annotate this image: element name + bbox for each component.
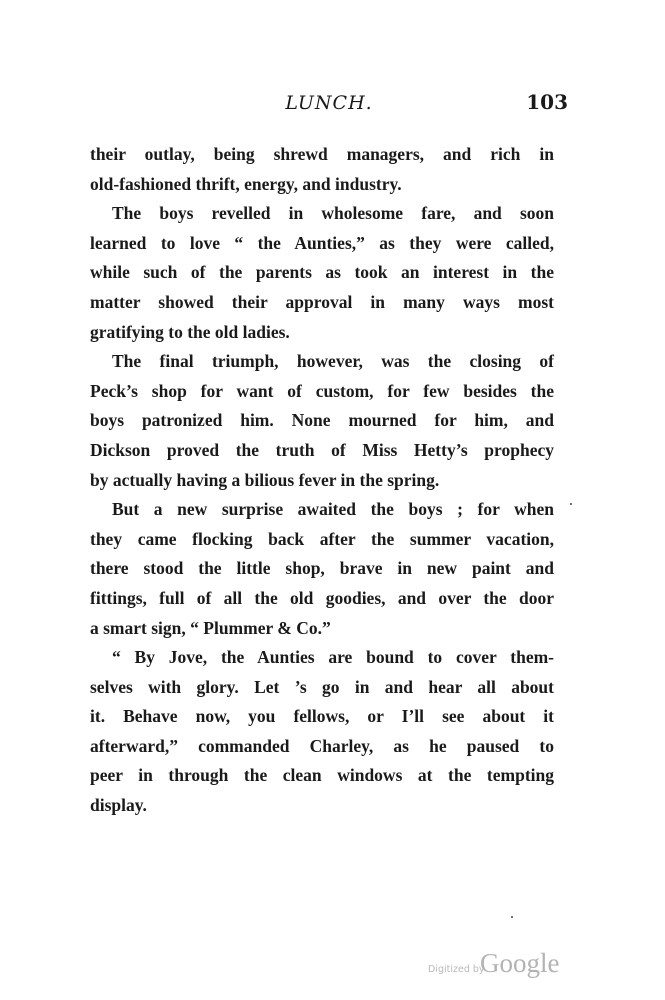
text-line: afterward,” commanded Charley, as he paused to xyxy=(90,735,554,756)
page-number: 103 xyxy=(526,90,568,114)
text-line: fittings, full of all the old goodies, and over the door xyxy=(90,587,554,608)
text-line: The boys revelled in wholesome fare, and soon xyxy=(112,203,554,224)
text-line: gratifying to the old ladies. xyxy=(90,321,290,342)
text-line: their outlay, being shrewd managers, and rich in xyxy=(90,144,554,164)
text-line: “ By Jove, the Aunties are bound to cover them- xyxy=(112,647,554,668)
digitized-label: Digitized by xyxy=(428,964,485,975)
text-line: But a new surprise awaited the boys ; for when xyxy=(112,499,554,520)
text-line: Peck’s shop for want of custom, for few besides the xyxy=(90,380,554,401)
ink-speck xyxy=(570,503,572,505)
text-line: display. xyxy=(90,795,147,816)
text-line: it. Behave now, you fellows, or I’ll see about it xyxy=(90,706,554,727)
text-line: selves with glory. Let ’s go in and hear all about xyxy=(90,676,554,697)
running-head xyxy=(90,88,568,118)
body-text xyxy=(90,140,554,821)
ink-speck xyxy=(511,916,513,918)
text-line: while such of the parents as took an interest in the xyxy=(90,262,554,283)
text-line: a smart sign, “ Plummer & Co.” xyxy=(90,617,331,638)
text-line: The final triumph, however, was the closing of xyxy=(112,351,554,372)
text-line: Dickson proved the truth of Miss Hetty’s prophecy xyxy=(90,439,554,460)
google-logo: Google xyxy=(480,948,560,978)
text-line: boys patronized him. None mourned for him, and xyxy=(90,410,554,431)
text-line: old-fashioned thrift, energy, and industry. xyxy=(90,173,402,194)
google-watermark xyxy=(428,950,568,982)
text-line: they came flocking back after the summer vacation, xyxy=(90,528,554,549)
text-line: matter showed their approval in many ways most xyxy=(90,291,554,312)
text-line: there stood the little shop, brave in new paint and xyxy=(90,558,554,579)
text-line: peer in through the clean windows at the tempting xyxy=(90,765,554,786)
text-line: by actually having a bilious fever in the spring. xyxy=(90,469,440,490)
text-line: learned to love “ the Aunties,” as they were called, xyxy=(90,232,554,253)
running-title: LUNCH. xyxy=(285,92,373,114)
